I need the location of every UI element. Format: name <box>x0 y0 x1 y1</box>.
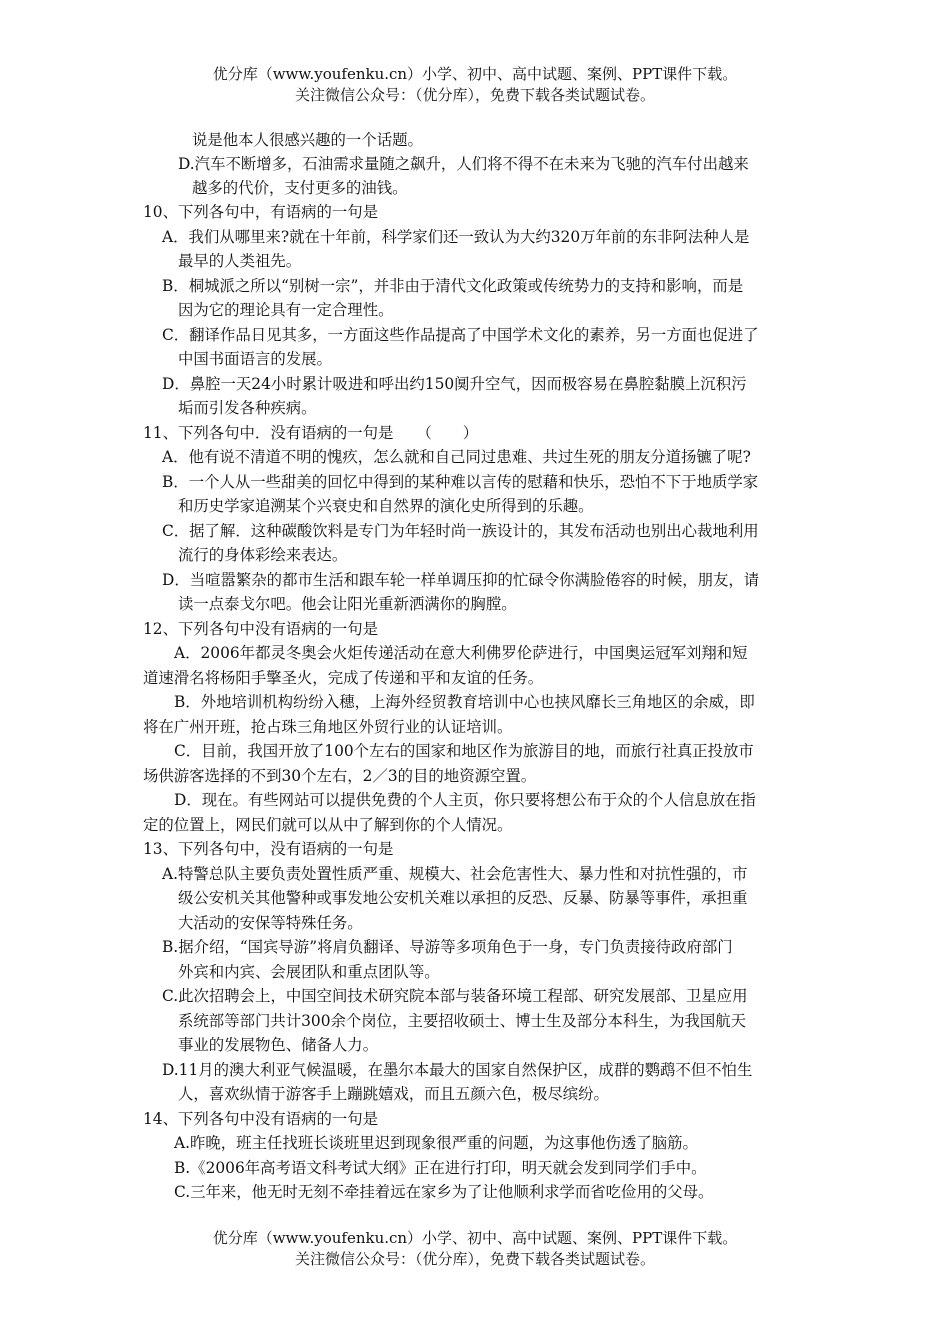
option-d: D．鼻腔一天24小时累计吸进和呼出约150阒升空气，因而极容易在鼻腔黏膜上沉积污 <box>162 375 747 393</box>
text-line: 外宾和内宾、会展团队和重点团队等。 <box>178 963 440 981</box>
option-a: A.特警总队主要负责处置性质严重、规模大、社会危害性大、暴力性和对抗性强的，市 <box>162 865 748 883</box>
page-footer <box>0 1228 950 1270</box>
question-13: 13、下列各句中，没有语病的一句是 <box>143 840 394 858</box>
option-b: B．桐城派之所以“别树一宗”，并非由于清代文化政策或传统势力的支持和影响，而是 <box>162 277 744 295</box>
question-11: 11、下列各句中．没有语病的一句是 （ ） <box>143 424 479 442</box>
question-10: 10、下列各句中，有语病的一句是 <box>143 203 379 221</box>
option-d: D．现在。有些网站可以提供免费的个人主页，你只要将想公布于众的个人信息放在指 <box>174 791 756 809</box>
option-c: C．目前，我国开放了100个左右的国家和地区作为旅游目的地，而旅行社真正投放市 <box>174 742 754 760</box>
text-line: 垢而引发各种疾病。 <box>178 399 317 417</box>
option-a: A．我们从哪里来?就在十年前，科学家们还一致认为大约320万年前的东非阿法种人是 <box>162 228 750 246</box>
text-line: 越多的代价，支付更多的油钱。 <box>192 179 408 197</box>
text-line: 定的位置上，网民们就可以从中了解到你的个人情况。 <box>143 816 513 834</box>
option-b: B.据介绍，“国宾导游”将肩负翻译、导游等多项角色于一身，专门负责接待政府部门 <box>162 938 733 956</box>
text-line: 道速滑名将杨阳手擎圣火，完成了传递和平和友谊的任务。 <box>143 669 544 687</box>
text-line: 流行的身体彩绘来表达。 <box>178 546 348 564</box>
option-a: A.昨晚，班主任找班长谈班里迟到现象很严重的问题，为这事他伤透了脑筋。 <box>174 1134 698 1152</box>
text-line: 场供游客选择的不到30个左右，2／3的目的地资源空置。 <box>143 767 537 785</box>
page-header <box>0 64 950 106</box>
option-c: C.三年来，他无时无刻不牵挂着远在家乡为了让他顺利求学而省吃俭用的父母。 <box>174 1183 714 1201</box>
text-line: 将在广州开班，抢占珠三角地区外贸行业的认证培训。 <box>143 718 513 736</box>
question-14: 14、下列各句中没有语病的一句是 <box>143 1110 379 1128</box>
text-line: 中国书面语言的发展。 <box>178 350 332 368</box>
text-line: 大活动的安保等特殊任务。 <box>178 914 363 932</box>
text-line: 级公安机关其他警种或事发地公安机关难以承担的反恐、反暴、防暴等事件，承担重 <box>178 889 748 907</box>
text-line: 和历史学家追溯某个兴衰史和自然界的演化史所得到的乐趣。 <box>178 497 594 515</box>
option-c: C.此次招聘会上，中国空间技术研究院本部与装备环境工程部、研究发展部、卫星应用 <box>162 987 748 1005</box>
option-c: C．据了解．这种碳酸饮料是专门为年轻时尚一族设计的，其发布活动也别出心裁地利用 <box>162 522 759 540</box>
option-c: C．翻译作品日见其多，一方面这些作品提高了中国学术文化的素养，另一方面也促进了 <box>162 326 759 344</box>
header-line-2: 关注微信公众号：（优分库），免费下载各类试题试卷。 <box>294 86 655 104</box>
text-line: 系统部等部门共计300余个岗位，主要招收硕士、博士生及部分本科生，为我国航天 <box>178 1012 747 1030</box>
footer-line-2: 关注微信公众号：（优分库），免费下载各类试题试卷。 <box>294 1250 655 1268</box>
option-b: B.《2006年高考语文科考试大纲》正在进行打印，明天就会发到同学们手中。 <box>174 1159 707 1177</box>
option-a: A．他有说不清道不明的愧疚，怎么就和自己同过患难、共过生死的朋友分道扬镳了呢? <box>162 448 751 466</box>
text-line: 读一点泰戈尔吧。他会让阳光重新洒满你的胸膛。 <box>178 595 517 613</box>
footer-line-1: 优分库（www.youfenku.cn）小学、初中、高中试题、案例、PPT课件下载。 <box>212 1229 738 1247</box>
text-line: 事业的发展物色、储备人力。 <box>178 1036 379 1054</box>
header-line-1: 优分库（www.youfenku.cn）小学、初中、高中试题、案例、PPT课件下载。 <box>212 65 738 83</box>
option-b: B．一个人从一些甜美的回忆中得到的某种难以言传的慰藉和快乐，恐怕不下于地质学家 <box>162 473 759 491</box>
text-line: 最早的人类祖先。 <box>178 252 302 270</box>
option-b: B．外地培训机构纷纷入穗，上海外经贸教育培训中心也挟风靡长三角地区的余威，即 <box>174 693 755 711</box>
option-d: D.汽车不断增多，石油需求量随之飙升，人们将不得不在未来为飞驰的汽车付出越来 <box>178 155 749 173</box>
question-12: 12、下列各句中没有语病的一句是 <box>143 620 379 638</box>
option-d: D．当喧嚣繁杂的都市生活和跟车轮一样单调压抑的忙碌令你满脸倦容的时候，朋友，请 <box>162 571 760 589</box>
option-a: A．2006年都灵冬奥会火炬传递活动在意大利佛罗伦萨进行，中国奥运冠军刘翔和短 <box>174 644 748 662</box>
text-line: 说是他本人很感兴趣的一个话题。 <box>192 131 423 149</box>
text-line: 人，喜欢纵情于游客手上蹦跳嬉戏，而且五颜六色，极尽缤纷。 <box>178 1085 609 1103</box>
option-d: D.11月的澳大利亚气候温暖，在墨尔本最大的国家自然保护区，成群的鹦鹉不但不怕生 <box>162 1061 753 1079</box>
text-line: 因为它的理论具有一定合理性。 <box>178 301 394 319</box>
